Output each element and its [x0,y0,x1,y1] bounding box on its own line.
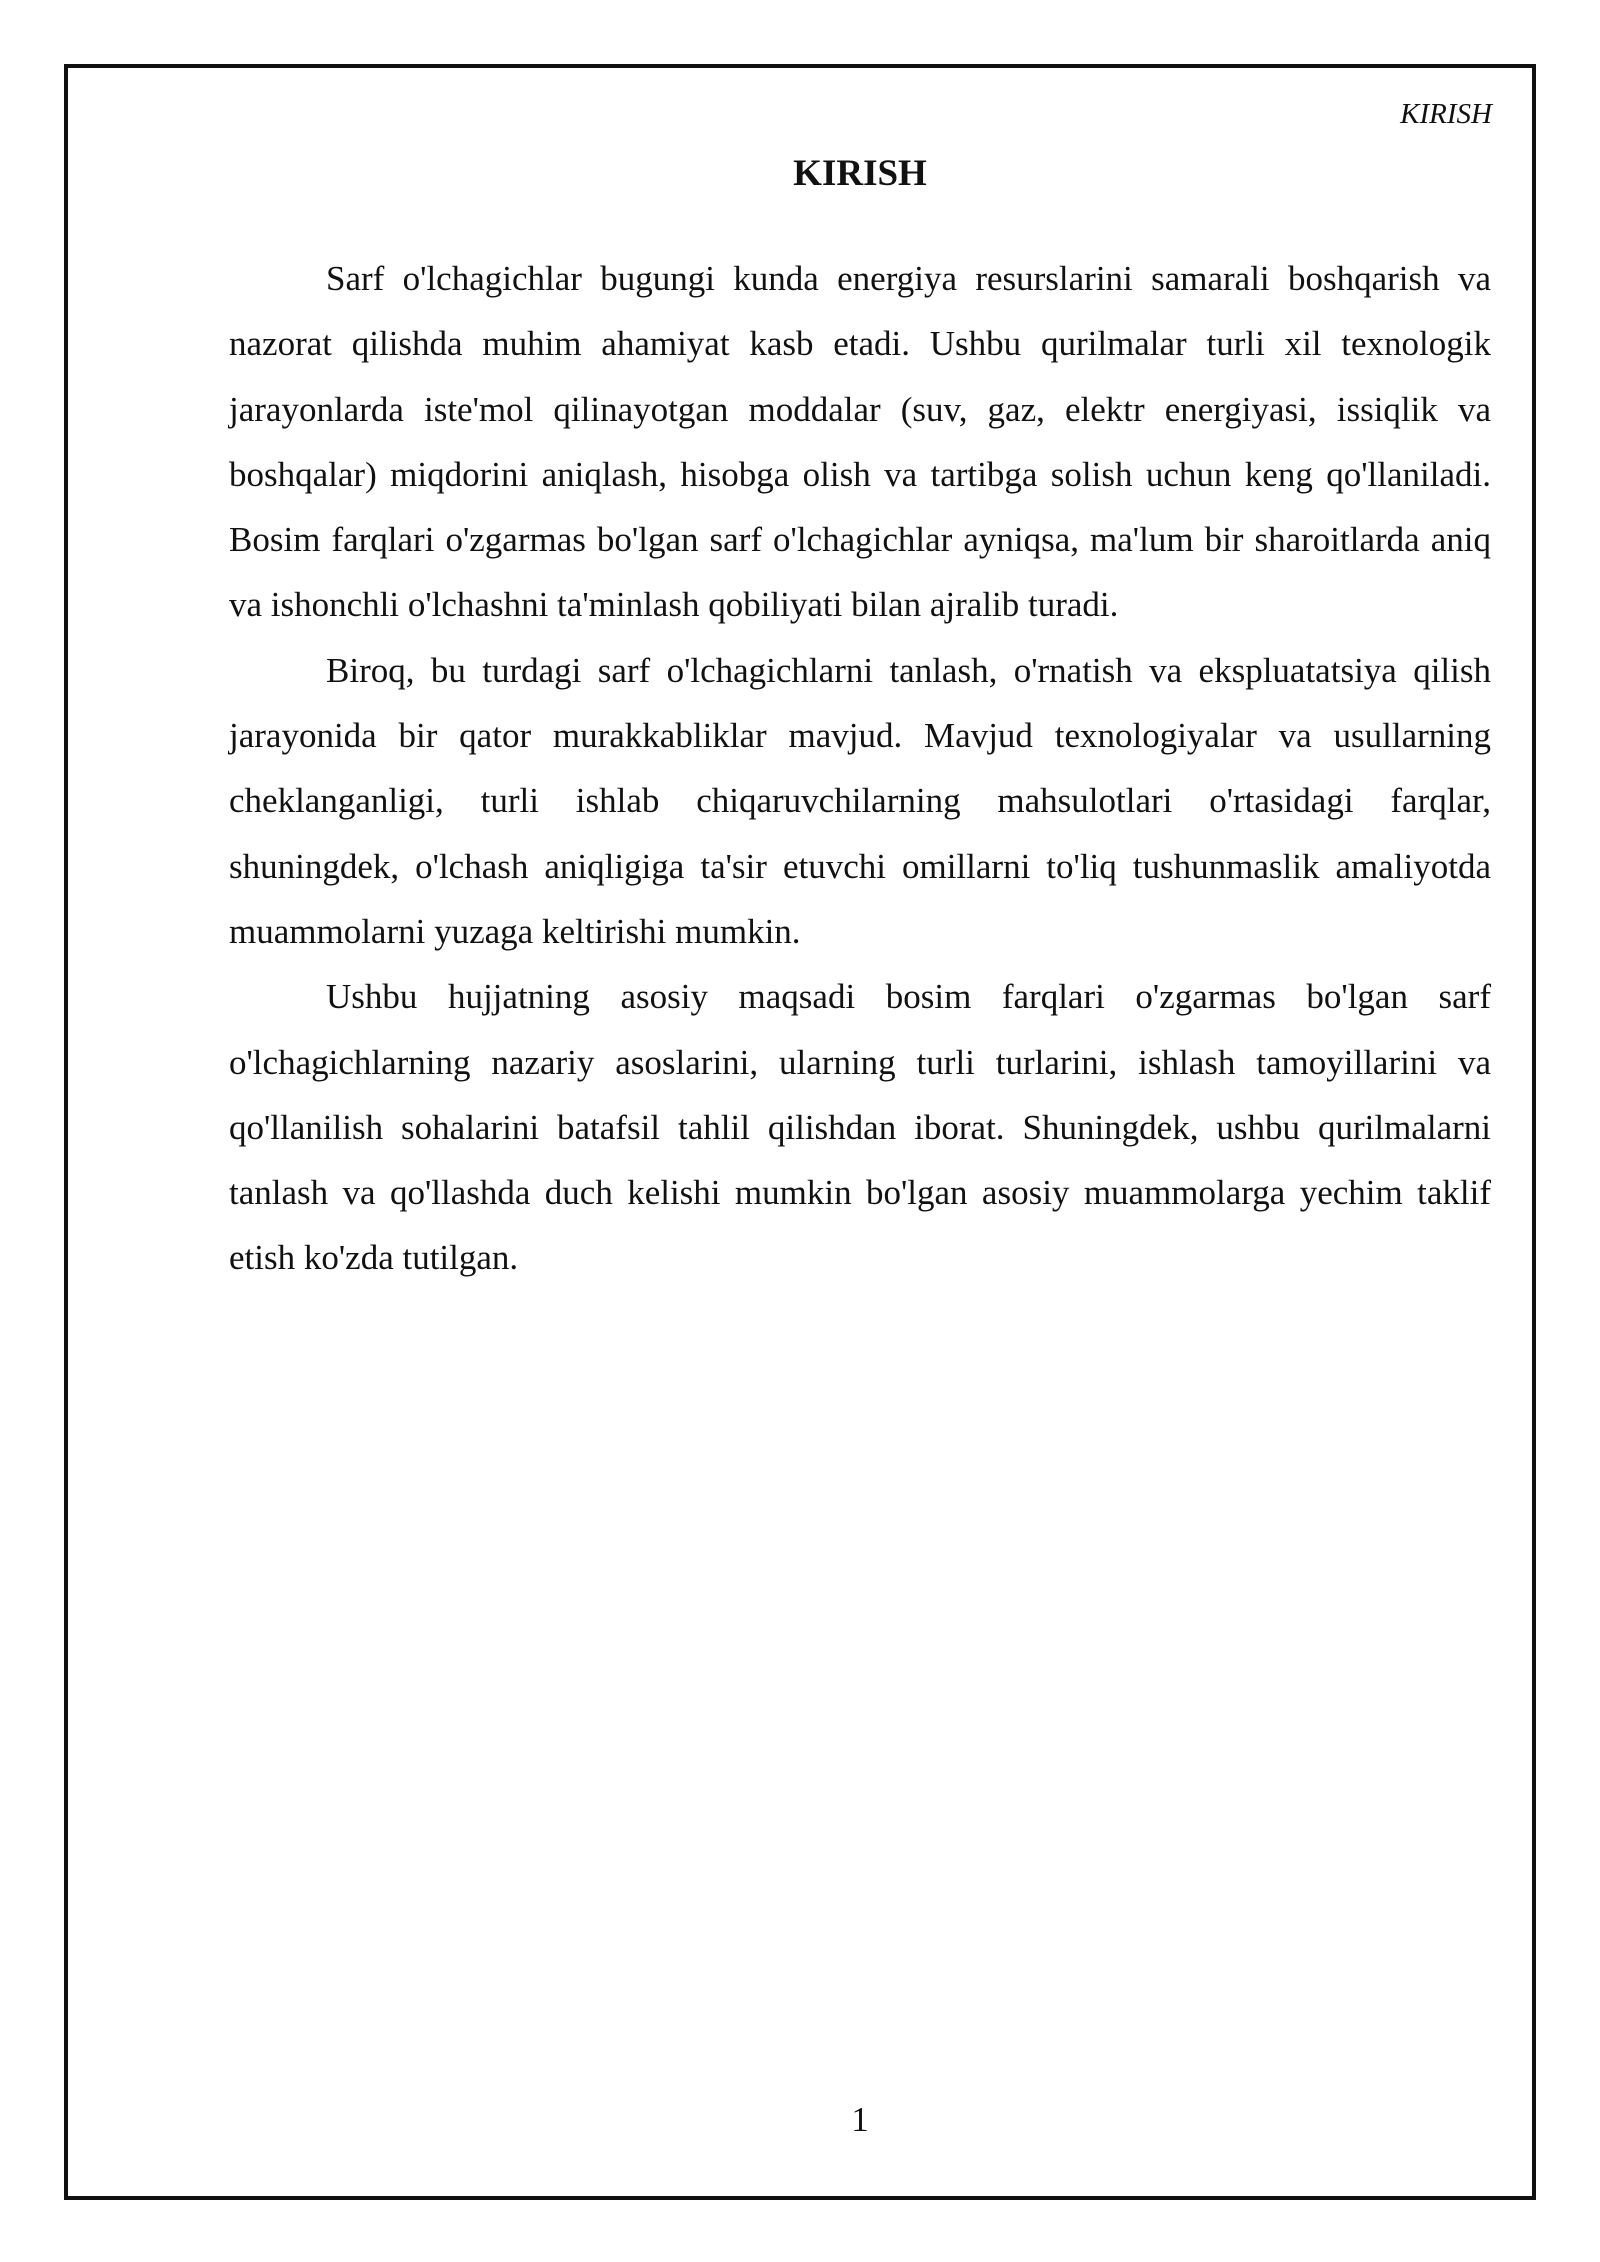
running-header: KIRISH [1400,98,1492,130]
body-text [229,246,1491,1291]
paragraph-3: Ushbu hujjatning asosiy maqsadi bosim farqlari o'zgarmas bo'lgan sarf o'lchagichlarning nazariy asoslarini, ularning turli turlarini, ishlash tamoyillarini va qo'llanilish sohalarini batafsil tahlil qilishdan iborat. Shuningdek, ushbu qurilmalarni tanlash va qo'llashda duch kelishi mumkin bo'lgan asosiy muammolarga yechim taklif etish ko'zda tutilgan. [229,977,1491,1278]
page-title: KIRISH [793,153,927,194]
page-number: 1 [851,2100,869,2139]
paragraph-1: Sarf o'lchagichlar bugungi kunda energiya resurslarini samarali boshqarish va nazorat qilishda muhim ahamiyat kasb etadi. Ushbu qurilmalar turli xil texnologik jarayonlarda iste'mol qilinayotgan moddalar (suv, gaz, elektr energiyasi, issiqlik va boshqalar) miqdorini aniqlash, hisobga olish va tartibga solish uchun keng qo'llaniladi. Bosim farqlari o'zgarmas bo'lgan sarf o'lchagichlar ayniqsa, ma'lum bir sharoitlarda aniq va ishonchli o'lchashni ta'minlash qobiliyati bilan ajralib turadi. [229,259,1491,625]
paragraph-2: Biroq, bu turdagi sarf o'lchagichlarni tanlash, o'rnatish va ekspluatatsiya qilish jarayonida bir qator murakkabliklar mavjud. Mavjud texnologiyalar va usullarning cheklanganligi, turli ishlab chiqaruvchilarning mahsulotlari o'rtasidagi farqlar, shuningdek, o'lchash aniqligiga ta'sir etuvchi omillarni to'liq tushunmaslik amaliyotda muammolarni yuzaga keltirishi mumkin. [229,650,1491,951]
